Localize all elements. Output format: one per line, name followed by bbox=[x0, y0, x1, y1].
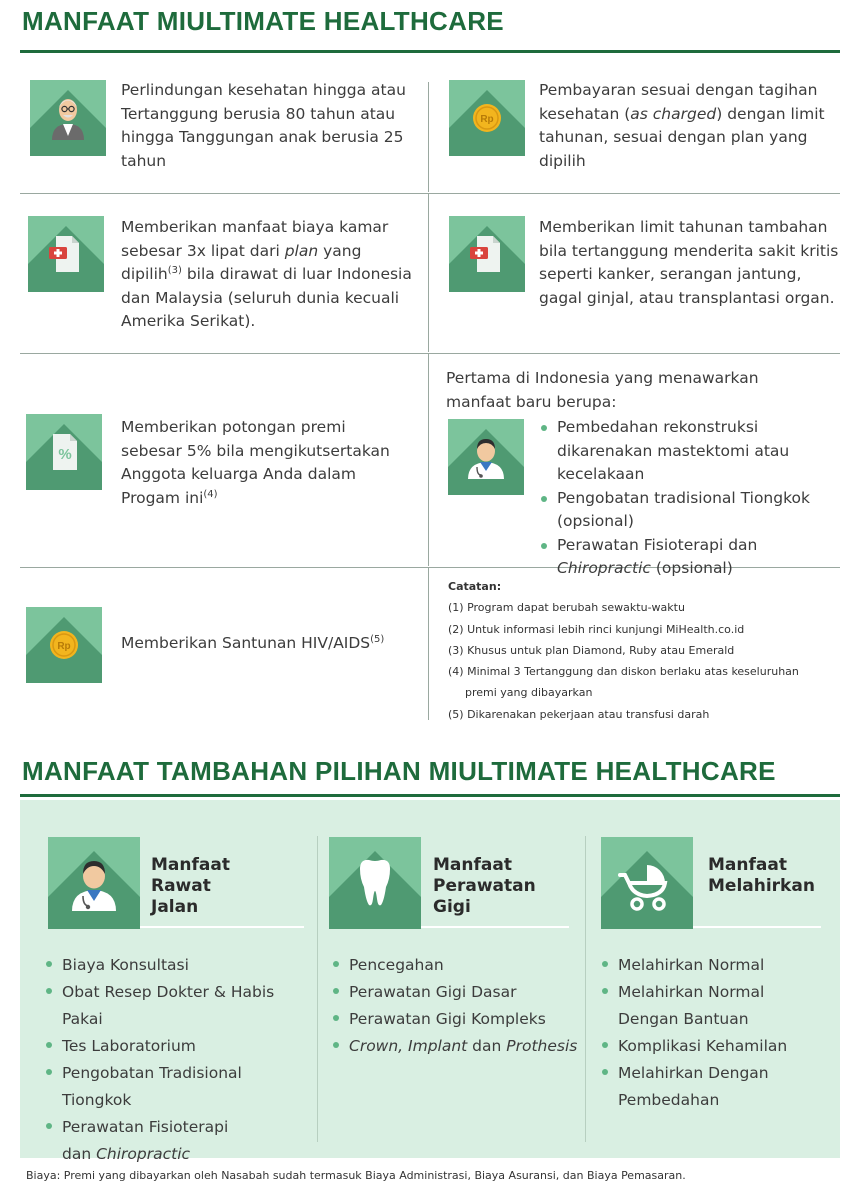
list-item: Obat Resep Dokter & Habis Pakai bbox=[44, 979, 316, 1033]
benefit-hiv-text: Memberikan Santunan HIV/AIDS$^{(5)}$ bbox=[121, 633, 385, 652]
list-item: Pembedahan rekonstruksi dikarenakan mastektomi atau kecelakaan bbox=[539, 416, 849, 487]
medical-document-icon bbox=[449, 216, 525, 292]
list-item: Pengobatan Tradisional bbox=[44, 1060, 316, 1087]
benefit-age-text: Perlindungan kesehatan hingga atau Tertanggung berusia 80 tahun atau hingga Tanggungan anak berusia 25 tahun bbox=[121, 81, 406, 170]
grid-divider bbox=[428, 354, 429, 566]
benefit-critical-text: Memberikan limit tahunan tambahan bila tertanggung menderita sakit kritis seperti kanker, serangan jantung, gagal ginjal, atau transplantasi organ. bbox=[539, 218, 839, 307]
note-item: premi yang dibayarkan bbox=[465, 686, 593, 700]
column-list bbox=[600, 952, 835, 1114]
svg-text:%: % bbox=[58, 446, 72, 463]
note-item: (2) Untuk informasi lebih rinci kunjungi MiHealth.co.id bbox=[448, 622, 745, 636]
benefit-as-charged-text: Pembayaran sesuai dengan tagihan kesehatan (as charged) dengan limit tahunan, sesuai dengan plan yang dipilih bbox=[539, 81, 825, 170]
list-item: Melahirkan Normal bbox=[600, 979, 835, 1006]
benefit-discount-text: Memberikan potongan premi sebesar 5% bila mengikutsertakan Anggota keluarga Anda dalam Progam ini$^{(4)}$ bbox=[121, 418, 390, 507]
doctor-icon bbox=[48, 837, 140, 929]
note-item: (3) Khusus untuk plan Diamond, Ruby atau Emerald bbox=[448, 643, 735, 657]
column-heading: Manfaat Melahirkan bbox=[708, 855, 815, 896]
title-rule bbox=[20, 50, 840, 53]
list-item: Perawatan Fisioterapi dan Chiropractic (opsional) bbox=[539, 534, 849, 581]
notes bbox=[448, 576, 799, 725]
list-item-continued: Pembedahan bbox=[618, 1091, 720, 1109]
column-heading: Manfaat Perawatan Gigi bbox=[433, 855, 536, 917]
benefit-first-list bbox=[539, 416, 849, 581]
list-item-continued: dan Chiropractic bbox=[62, 1145, 191, 1163]
doctor-icon bbox=[448, 419, 524, 495]
svg-text:Rp: Rp bbox=[57, 641, 71, 652]
benefit-first-intro: Pertama di Indonesia yang menawarkan manfaat baru berupa: bbox=[446, 369, 759, 411]
list-item: Pencegahan bbox=[331, 952, 581, 979]
list-item: Biaya Konsultasi bbox=[44, 952, 316, 979]
section-title-additional: MANFAAT TAMBAHAN PILIHAN MIULTIMATE HEALTHCARE bbox=[22, 756, 776, 786]
column-list bbox=[331, 952, 581, 1060]
grid-row-divider bbox=[20, 193, 840, 194]
list-item: Perawatan Gigi Dasar bbox=[331, 979, 581, 1006]
title-rule bbox=[20, 794, 840, 797]
column-heading: Manfaat Rawat Jalan bbox=[151, 855, 230, 917]
note-item: (5) Dikarenakan pekerjaan atau transfusi darah bbox=[448, 707, 710, 721]
svg-text:Rp: Rp bbox=[480, 114, 494, 125]
baby-stroller-icon bbox=[601, 837, 693, 929]
grid-row-divider bbox=[20, 353, 840, 354]
list-item: Perawatan Gigi Kompleks bbox=[331, 1006, 581, 1033]
list-item: Komplikasi Kehamilan bbox=[600, 1033, 835, 1060]
tooth-icon bbox=[329, 837, 421, 929]
note-item: (4) Minimal 3 Tertanggung dan diskon berlaku atas keseluruhan bbox=[448, 665, 799, 679]
section-title-benefits: MANFAAT MIULTIMATE HEALTHCARE bbox=[22, 6, 504, 36]
footer-note: Biaya: Premi yang dibayarkan oleh Nasabah sudah termasuk Biaya Administrasi, Biaya Asuransi, dan Biaya Pemasaran. bbox=[26, 1169, 686, 1182]
panel-divider bbox=[585, 836, 586, 1142]
benefit-room-text: Memberikan manfaat biaya kamar sebesar 3x lipat dari plan yang dipilih$^{(3)}$ bila dirawat di luar Indonesia dan Malaysia (seluruh dunia kecuali Amerika Serikat). bbox=[121, 218, 412, 330]
rupiah-coin-icon bbox=[449, 80, 525, 156]
note-item: (1) Program dapat berubah sewaktu-waktu bbox=[448, 601, 685, 615]
grid-divider bbox=[428, 194, 429, 352]
panel-divider bbox=[317, 836, 318, 1142]
list-item: Crown, Implant dan Prothesis bbox=[331, 1033, 581, 1060]
column-list bbox=[44, 952, 316, 1168]
list-item: Melahirkan Normal bbox=[600, 952, 835, 979]
rupiah-coin-icon bbox=[26, 607, 102, 683]
notes-heading: Catatan: bbox=[448, 580, 502, 593]
list-item-continued: Dengan Bantuan bbox=[618, 1010, 749, 1028]
medical-document-icon bbox=[28, 216, 104, 292]
list-item-continued: Tiongkok bbox=[62, 1091, 132, 1109]
grid-divider bbox=[428, 568, 429, 720]
list-item: Perawatan Fisioterapi bbox=[44, 1114, 316, 1141]
senior-person-icon bbox=[30, 80, 106, 156]
list-item: Tes Laboratorium bbox=[44, 1033, 316, 1060]
list-item: Melahirkan Dengan bbox=[600, 1060, 835, 1087]
grid-divider bbox=[428, 82, 429, 192]
list-item: Pengobatan tradisional Tiongkok (opsional) bbox=[539, 487, 849, 534]
percent-document-icon bbox=[26, 414, 102, 490]
